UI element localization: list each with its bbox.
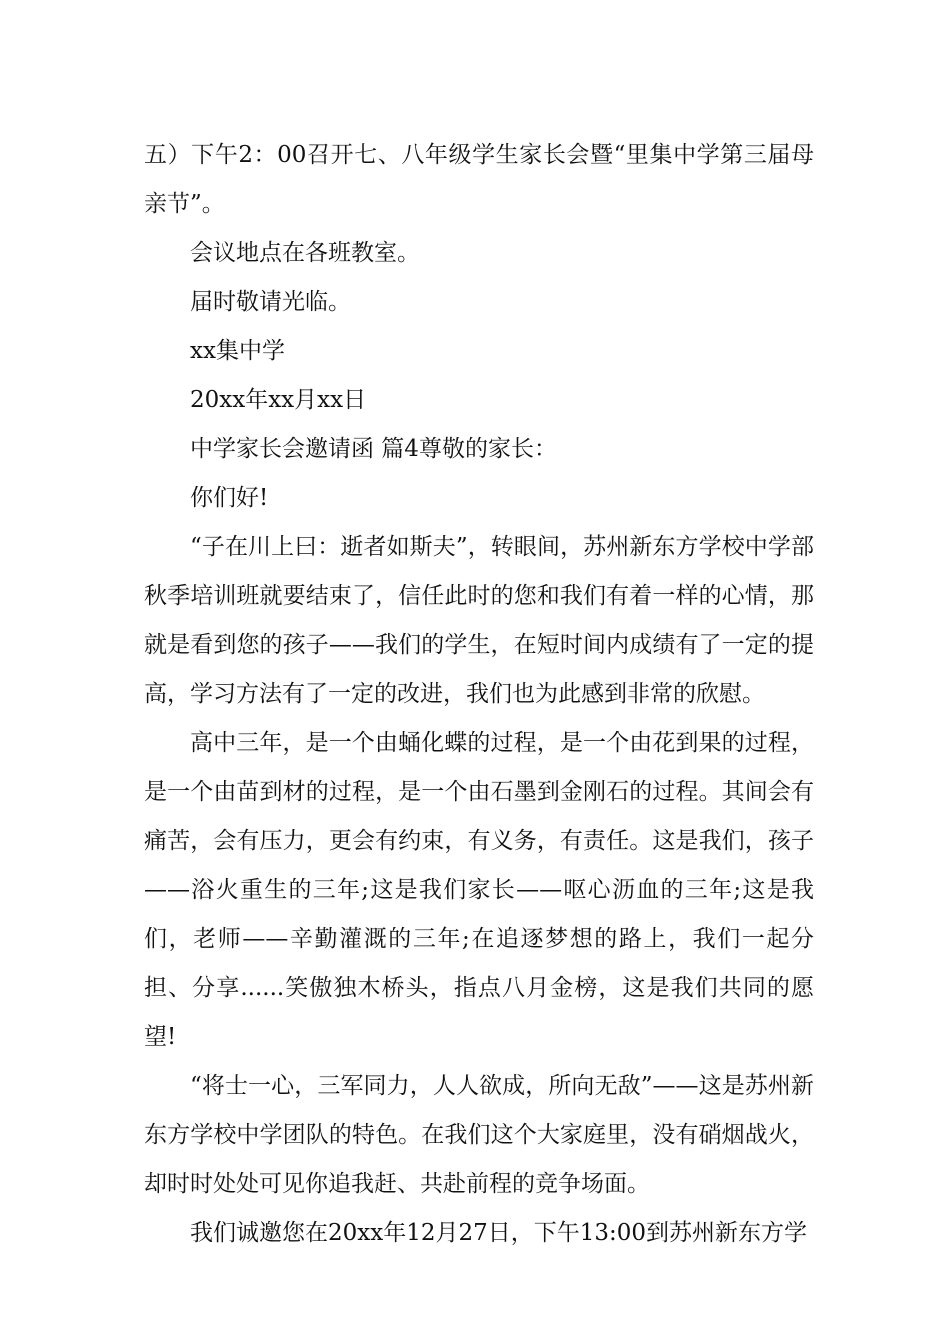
paragraph-three-years: 高中三年，是一个由蛹化蝶的过程，是一个由花到果的过程，是一个由苗到材的过程，是一个由石墨到金刚石的过程。其间会有痛苦，会有压力，更会有约束，有义务，有责任。这是我们，孩子——浴火重生的三年;这是我们家长——呕心沥血的三年;这是我们，老师——辛勤灌溉的三年;在追逐梦想的路上，我们一起分担、分享......笑傲独木桥头，指点八月金榜，这是我们共同的愿望! <box>144 730 814 1050</box>
paragraph-meeting-time: 五）下午2：00召开七、八年级学生家长会暨“里集中学第三届母亲节”。 <box>144 142 814 217</box>
paragraph-date: 20xx年xx月xx日 <box>190 387 367 413</box>
paragraph-team: “将士一心，三军同力，人人欲成，所向无敌”——这是苏州新东方学校中学团队的特色。在我们这个大家庭里，没有硝烟战火，却时时处处可见你追我赶、共赴前程的竞争场面。 <box>144 1073 814 1197</box>
paragraph-greeting: 你们好! <box>190 485 269 511</box>
paragraph-school-name: xx集中学 <box>190 338 285 364</box>
paragraph-intro: “子在川上曰：逝者如斯夫”，转眼间，苏州新东方学校中学部秋季培训班就要结束了，信任此时的您和我们有着一样的心情，那就是看到您的孩子——我们的学生，在短时间内成绩有了一定的提高，学习方法有了一定的改进，我们也为此感到非常的欣慰。 <box>144 534 814 707</box>
paragraph-meeting-location: 会议地点在各班教室。 <box>190 240 420 266</box>
paragraph-letter-heading: 中学家长会邀请函 篇4尊敬的家长： <box>190 436 557 462</box>
paragraph-welcome: 届时敬请光临。 <box>190 289 351 315</box>
paragraph-invitation: 我们诚邀您在20xx年12月27日，下午13:00到苏州新东方学 <box>190 1220 808 1246</box>
document-body <box>144 131 814 1258</box>
